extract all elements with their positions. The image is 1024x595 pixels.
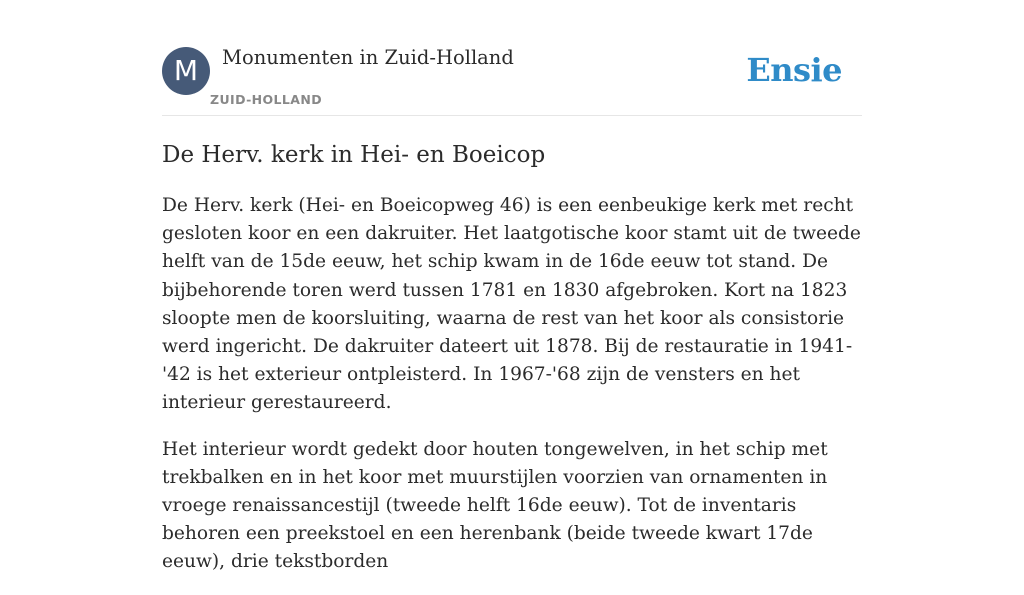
article-title: De Herv. kerk in Hei- en Boeicop [162, 142, 546, 168]
article-paragraph: De Herv. kerk (Hei- en Boeicopweg 46) is een eenbeukige kerk met recht gesloten koor en een dakruiter. Het laatgotische koor stamt uit de tweede helft van de 15de eeuw, het schip kwam in de 16de eeuw tot stand. De bijbehorende toren werd tussen 1781 en 1830 afgebroken. Kort na 1823 sloopte men de koorsluiting, waarna de rest van het koor als consistorie werd ingericht. De dakruiter dateert uit 1878. Bij de restauratie in 1941-'42 is het exterieur ontpleisterd. In 1967-'68 zijn de vensters en het interieur gerestaureerd. [162, 195, 861, 414]
avatar[interactable]: M [162, 47, 210, 95]
site-title[interactable]: Monumenten in Zuid-Holland [222, 46, 514, 69]
category-label[interactable]: ZUID-HOLLAND [210, 92, 322, 107]
site-header [162, 46, 862, 115]
article-paragraph: Het interieur wordt gedekt door houten tongewelven, in het schip met trekbalken en in het koor met muurstijlen voorzien van ornamenten in vroege renaissancestijl (tweede helft 16de eeuw). Tot de inventaris behoren een preekstoel en een herenbank (beide tweede kwart 17de eeuw), drie tekstborden [162, 438, 828, 573]
header-divider [162, 115, 862, 116]
article-body [162, 192, 864, 595]
brand-logo[interactable]: Ensie [746, 51, 842, 89]
